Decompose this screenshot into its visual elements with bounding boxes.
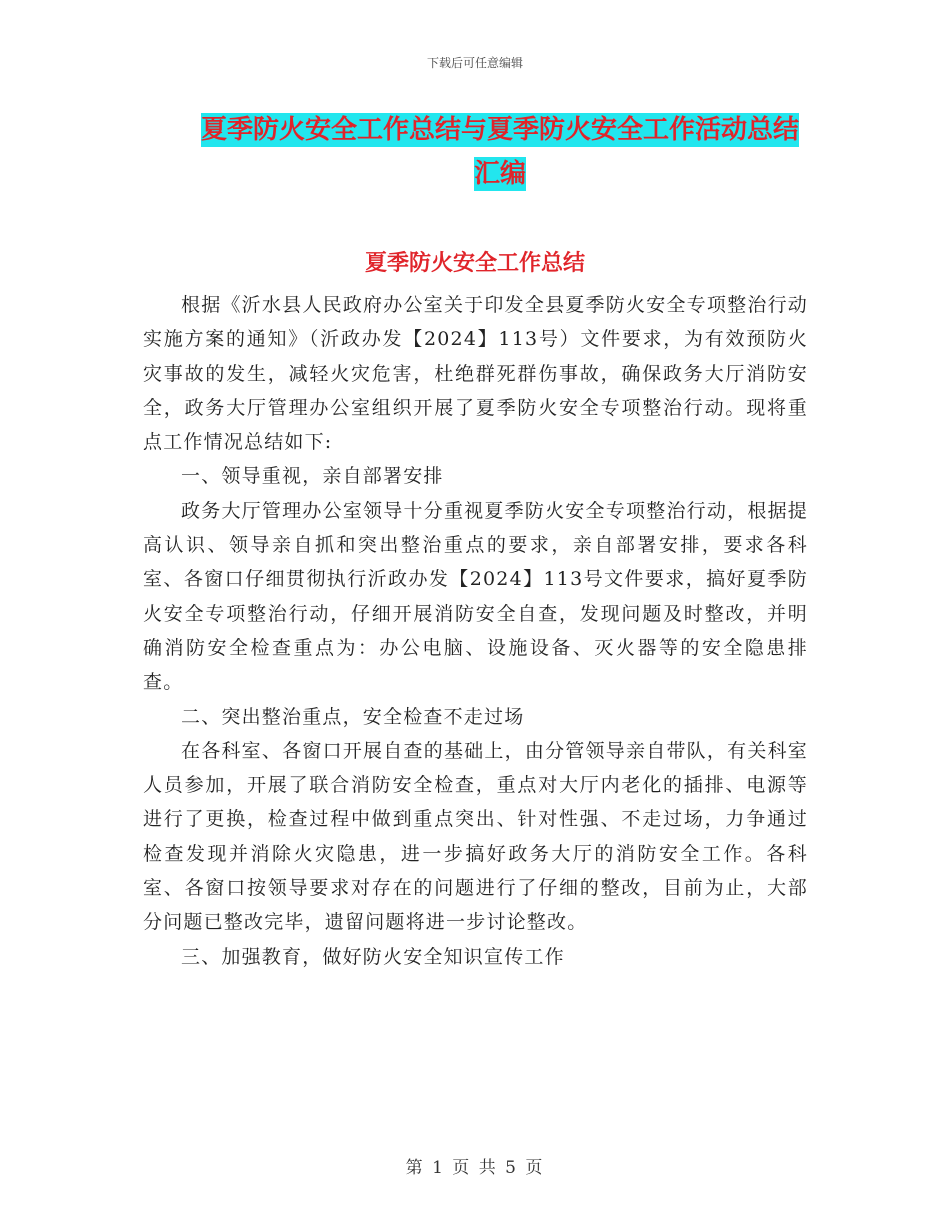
document-body [143,288,808,974]
heading-education: 三、加强教育，做好防火安全知识宣传工作 [181,945,565,968]
heading-inspection: 二、突出整治重点，安全检查不走过场 [181,705,525,728]
document-title-line-1: 夏季防火安全工作总结与夏季防火安全工作活动总结 [200,115,799,145]
paragraph-intro: 根据《沂水县人民政府办公室关于印发全县夏季防火安全专项整治行动实施方案的通知》（沂政办发【2024】113号）文件要求，为有效预防火灾事故的发生，减轻火灾危害，杜绝群死群伤事故，确保政务大厅消防安全，政务大厅管理办公室组织开展了夏季防火安全专项整治行动。现将重点工作情况总结如下: [143,294,808,454]
document-title [150,108,850,196]
header-note: 下载后可任意编辑 [426,56,523,70]
paragraph-inspection: 在各科室、各窗口开展自查的基础上，由分管领导亲自带队，有关科室人员参加，开展了联合消防安全检查，重点对大厅内老化的插排、电源等进行了更换，检查过程中做到重点突出、针对性强、不走过场，力争通过检查发现并消除火灾隐患，进一步搞好政务大厅的消防安全工作。各科室、各窗口按领导要求对存在的问题进行了仔细的整改，目前为止，大部分问题已整改完毕，遗留问题将进一步讨论整改。 [143,739,808,934]
page-number: 第 1 页 共 5 页 [405,1158,545,1178]
section-title: 夏季防火安全工作总结 [364,251,585,276]
heading-leadership: 一、领导重视，亲自部署安排 [181,465,444,488]
document-title-line-2: 汇编 [473,159,526,189]
paragraph-leadership: 政务大厅管理办公室领导十分重视夏季防火安全专项整治行动，根据提高认识、领导亲自抓和突出整治重点的要求，亲自部署安排，要求各科室、各窗口仔细贯彻执行沂政办发【2024】113号文件要求，搞好夏季防火安全专项整治行动，仔细开展消防安全自查，发现问题及时整改，并明确消防安全检查重点为：办公电脑、设施设备、灭火器等的安全隐患排查。 [143,499,808,694]
